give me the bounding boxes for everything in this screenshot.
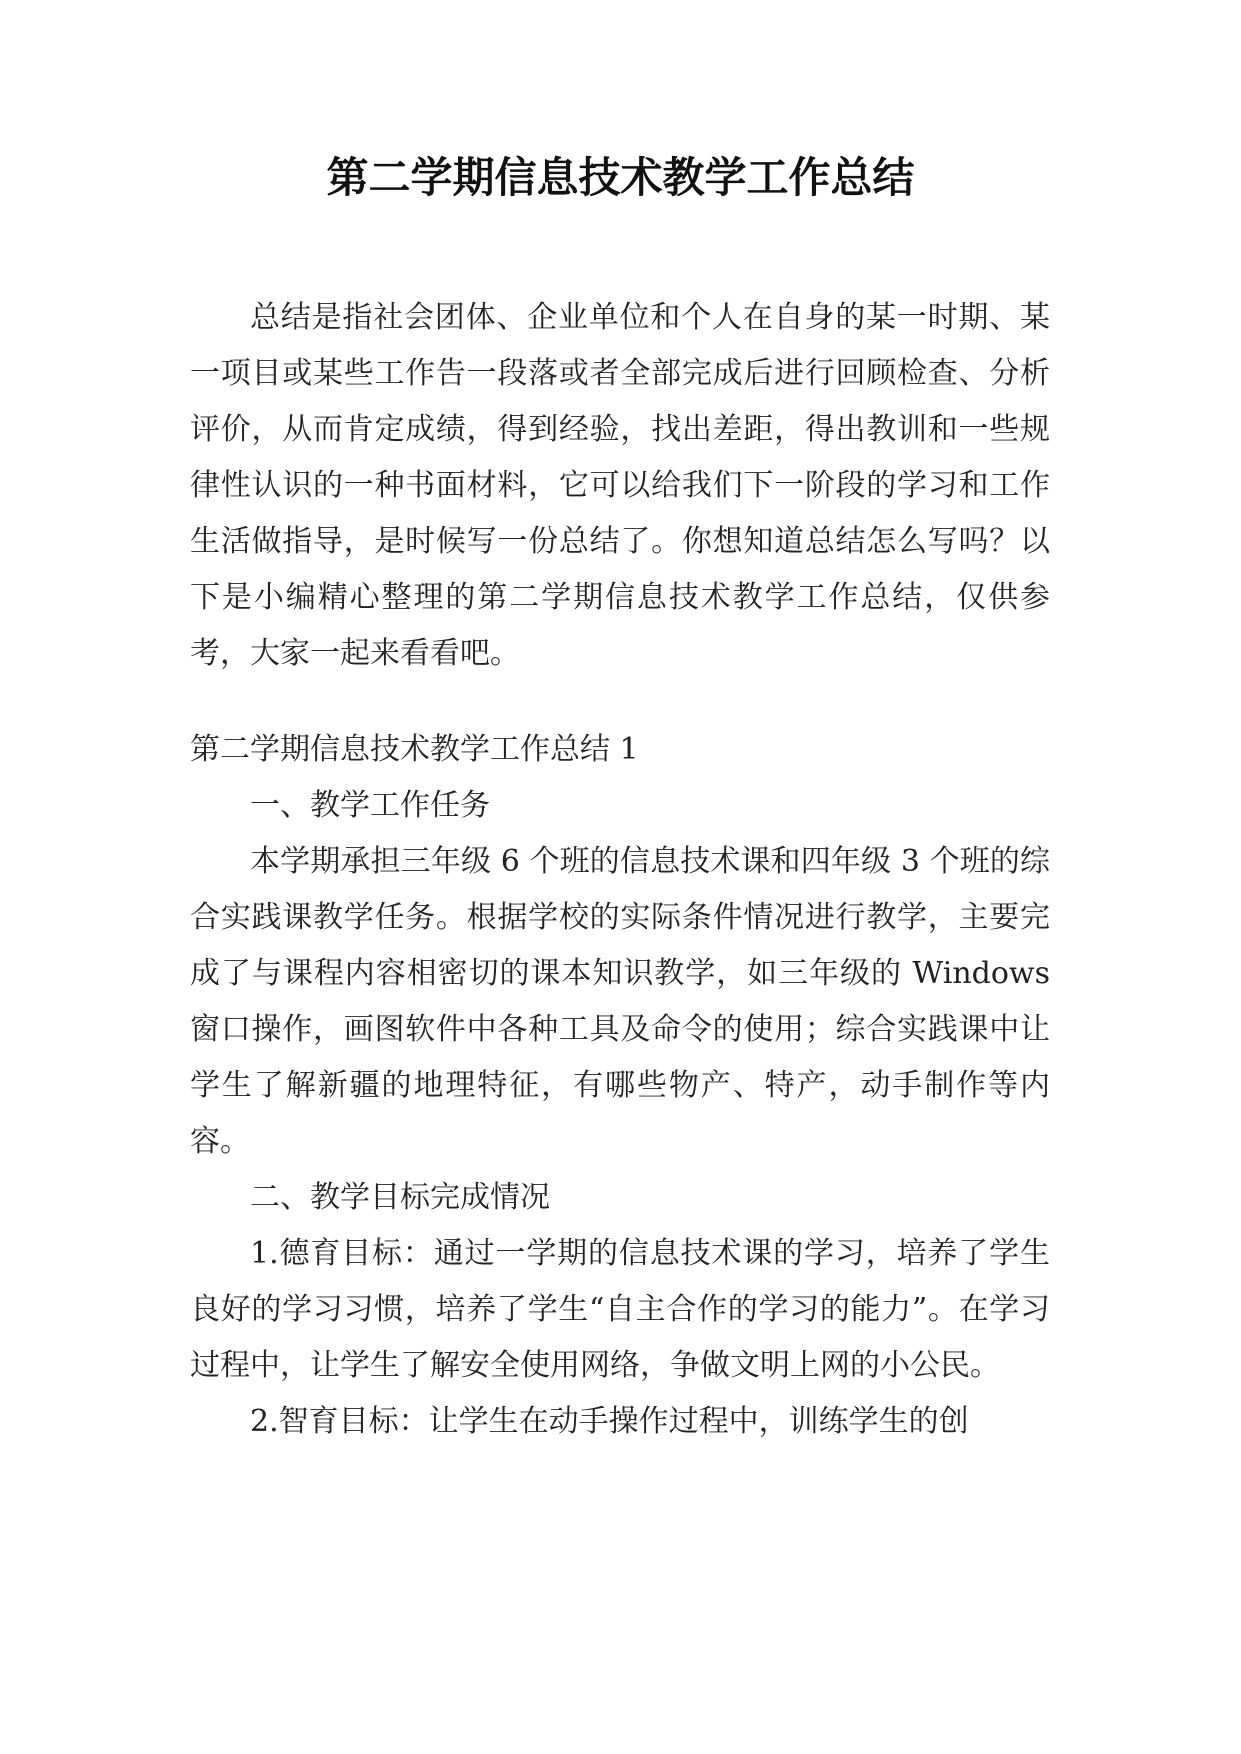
paragraph-moral-goal: 1.德育目标：通过一学期的信息技术课的学习，培养了学生良好的学习习惯，培养了学生“自主合作的学习的能力”。在学习过程中，让学生了解安全使用网络，争做文明上网的小公民。 — [190, 1236, 1050, 1383]
document-title: 第二学期信息技术教学工作总结 — [326, 153, 915, 202]
heading-teaching-tasks: 一、教学工作任务 — [250, 788, 490, 823]
intro-paragraph: 总结是指社会团体、企业单位和个人在自身的某一时期、某一项目或某些工作告一段落或者全部完成后进行回顾检查、分析评价，从而肯定成绩，得到经验，找出差距，得出教训和一些规律性认识的一种书面材料，它可以给我们下一阶段的学习和工作生活做指导，是时候写一份总结了。你想知道总结怎么写吗？以下是小编精心整理的第二学期信息技术教学工作总结，仅供参考，大家一起来看看吧。 — [190, 300, 1050, 671]
paragraph-intellectual-goal: 2.智育目标：让学生在动手操作过程中，训练学生的创 — [250, 1404, 969, 1439]
section-title: 第二学期信息技术教学工作总结 1 — [190, 732, 639, 767]
heading-goal-completion: 二、教学目标完成情况 — [250, 1180, 550, 1215]
document-body — [190, 290, 1050, 1450]
paragraph-teaching-tasks: 本学期承担三年级 6 个班的信息技术课和四年级 3 个班的综合实践课教学任务。根据学校的实际条件情况进行教学，主要完成了与课程内容相密切的课本知识教学，如三年级的 Windows 窗口操作，画图软件中各种工具及命令的使用；综合实践课中让学生了解新疆的地理特征，有哪些物产、特产，动手制作等内容。 — [190, 844, 1050, 1159]
